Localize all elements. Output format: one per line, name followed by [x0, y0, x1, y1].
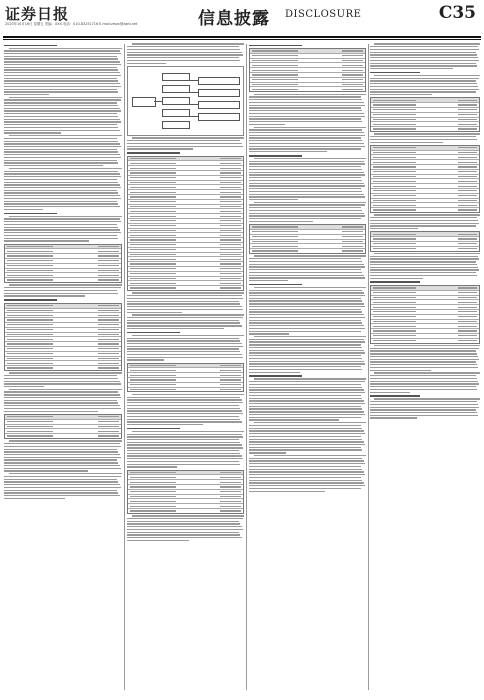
table-row [371, 207, 479, 212]
text-block [249, 158, 366, 200]
diagram-connector [188, 116, 198, 117]
text-block [249, 336, 366, 373]
sub-heading [249, 45, 302, 47]
text-block [249, 422, 366, 453]
text-block [370, 345, 480, 371]
text-block [370, 398, 480, 418]
sub-heading [249, 375, 302, 377]
text-block [4, 48, 122, 96]
diagram-connector [188, 92, 198, 93]
sub-heading [127, 152, 180, 154]
text-block [4, 216, 122, 242]
data-table [4, 244, 122, 283]
table-row [250, 248, 365, 253]
text-block [127, 137, 244, 149]
text-block [249, 255, 366, 281]
diagram-connector [154, 101, 162, 102]
column-divider [368, 44, 369, 690]
section-title: 信息披露 [198, 9, 270, 29]
diagram-node [162, 97, 190, 105]
text-block [127, 515, 244, 541]
masthead [0, 0, 484, 42]
text-block [249, 127, 366, 153]
diagram-node [132, 97, 156, 107]
table-row [371, 338, 479, 343]
diagram-connector [188, 80, 198, 81]
data-table [4, 303, 122, 371]
diagram-node [198, 101, 240, 109]
text-block [4, 389, 122, 412]
sub-heading [370, 395, 420, 397]
text-block [370, 43, 480, 69]
text-block [4, 135, 122, 166]
sub-heading [249, 284, 302, 286]
article-column-3 [249, 42, 366, 692]
text-block [127, 292, 244, 312]
text-block [127, 394, 244, 425]
diagram-node [198, 77, 240, 85]
diagram-node [198, 89, 240, 97]
text-block [127, 335, 244, 361]
data-table [4, 414, 122, 439]
text-block [249, 287, 366, 335]
text-block [249, 202, 366, 222]
section-title-en: DISCLOSURE [285, 9, 362, 20]
diagram-connector [188, 104, 198, 105]
text-block [4, 168, 122, 210]
data-table [249, 224, 366, 254]
text-block [127, 314, 244, 329]
text-block [127, 431, 244, 468]
diagram-node [162, 109, 190, 117]
text-block [4, 97, 122, 134]
text-block [4, 440, 122, 471]
header-rule [3, 36, 481, 38]
table-row [5, 365, 121, 370]
text-block [4, 372, 122, 387]
sub-heading [127, 332, 180, 334]
text-block [249, 94, 366, 125]
text-block [127, 43, 244, 63]
table-row [5, 433, 121, 438]
data-table [249, 48, 366, 92]
text-block [370, 372, 480, 392]
sub-heading [370, 72, 420, 74]
data-table [127, 363, 244, 393]
data-table [370, 145, 480, 213]
text-block [370, 133, 480, 143]
text-block [249, 455, 366, 492]
sub-heading [249, 155, 302, 157]
text-block [4, 284, 122, 296]
table-row [250, 86, 365, 91]
data-table [370, 97, 480, 132]
column-divider [246, 44, 247, 690]
article-column-2 [127, 42, 244, 692]
table-row [371, 126, 479, 131]
newspaper-logo: 证券日报 [5, 5, 70, 23]
org-structure-diagram [127, 66, 244, 136]
text-block [249, 378, 366, 420]
diagram-node [198, 113, 240, 121]
article-column-1 [4, 42, 122, 692]
diagram-node [162, 121, 190, 129]
sub-heading [4, 213, 57, 215]
data-table [370, 285, 480, 344]
text-block [370, 253, 480, 279]
data-table [127, 156, 244, 291]
sub-heading [370, 281, 420, 283]
text-block [4, 473, 122, 499]
table-row [371, 246, 479, 251]
table-row [128, 285, 243, 290]
column-divider [124, 44, 125, 690]
data-table [127, 470, 244, 514]
masthead-meta: 2020年10月16日 星期五 责编：XXX 电话：010-83251716 E-mail:zmzx@zqrb.net [5, 22, 138, 26]
page-number: C35 [438, 3, 476, 23]
sub-heading [4, 299, 57, 301]
sub-heading [127, 428, 180, 430]
table-row [128, 387, 243, 392]
article-column-4 [370, 42, 480, 692]
table-row [5, 277, 121, 282]
diagram-node [162, 73, 190, 81]
diagram-node [162, 85, 190, 93]
table-row [128, 508, 243, 513]
data-table [370, 231, 480, 251]
header-rule-thin [3, 39, 481, 40]
text-block [370, 214, 480, 229]
text-block [370, 75, 480, 95]
sub-heading [4, 45, 57, 47]
